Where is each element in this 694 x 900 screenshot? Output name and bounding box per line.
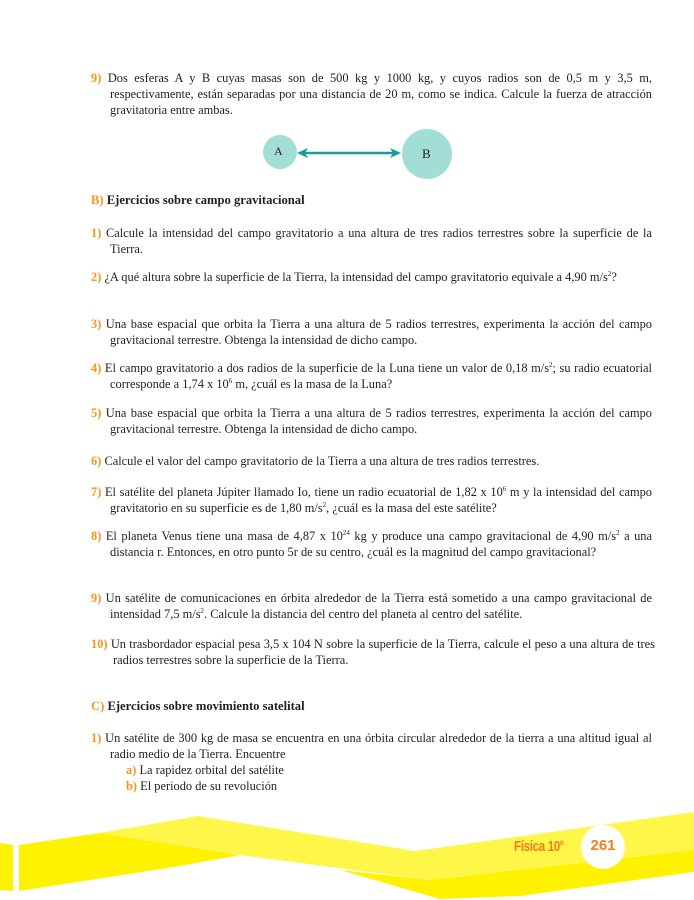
- b-item-4: 4) El campo gravitatorio a dos radios de la superficie de la Luna tiene un valor de 0,18 $m/s^2$; su radio ecuatorial corresponde a 1,74 x $10^6$ m, ¿cuál es la masa de la Luna?: [91, 361, 652, 391]
- problem-number: 9): [91, 71, 102, 85]
- section-c-heading: C) Ejercicios sobre movimiento satelital: [91, 699, 305, 713]
- b-item-8: 8) El planeta Venus tiene una masa de 4,87 x $10^{24}$ kg y produce una campo gravitacional de 4,90 $m/s^2$ a una distancia r. Entonces, en otro punto 5r de su centro, ¿cuál es la magnitud del campo gravitacional?: [91, 529, 652, 559]
- section-b-heading: B) Ejercicios sobre campo gravitacional: [91, 193, 305, 207]
- sphere-b-label: B: [422, 146, 431, 161]
- b-item-5: 5) Una base espacial que orbita la Tierra a una altura de 5 radios terrestres, experimenta la acción del campo gravitacional terrestre. Obtenga la intensidad de dicho campo.: [91, 406, 652, 436]
- c-item-1-sub-b: b) El periodo de su revolución: [126, 779, 278, 793]
- c-item-1: 1) Un satélite de 300 kg de masa se encuentra en una órbita circular alrededor de la tierra a una altitud igual al radio medio de la Tierra. Encuentre: [91, 731, 652, 761]
- c-item-1-sub-a: a) La rapidez orbital del satélite: [126, 763, 284, 777]
- b-item-7: 7) El satélite del planeta Júpiter llamado Io, tiene un radio ecuatorial de 1,82 x $10^6$ m y la intensidad del campo gravitatorio en su superficie es de 1,80 $m/s^2$, ¿cuál es la masa del este satélite?: [91, 485, 653, 515]
- b-item-9: 9) Un satélite de comunicaciones en órbita alrededor de la Tierra está sometido a una campo gravitacional de intensidad 7,5 $m/s^2$. Calcule la distancia del centro del planeta al centro del satélite.: [91, 591, 652, 621]
- b-item-1: 1) Calcule la intensidad del campo gravitatorio a una altura de tres radios terrestres sobre la superficie de la Tierra.: [91, 226, 652, 256]
- b-item-6: 6) Calcule el valor del campo gravitatorio de la Tierra a una altura de tres radios terrestres.: [91, 454, 540, 468]
- page-number: 261: [590, 837, 616, 854]
- problem-text: Dos esferas A y B cuyas masas son de 500 kg y 1000 kg, y cuyos radios son de 0,5 m y 3,5 m, respectivamente, están separadas por una distancia de 20 m, como se indica. Calcule la fuerza de atracción gravitatoria entre ambas.: [107, 71, 652, 117]
- footer-book-title: Física 10$^o$: [514, 838, 564, 855]
- sphere-a-label: A: [274, 144, 283, 158]
- b-item-3: 3) Una base espacial que orbita la Tierra a una altura de 5 radios terrestres, experimenta la acción del campo gravitacional terrestre. Obtenga la intensidad de dicho campo.: [91, 317, 652, 347]
- problem-9: [91, 70, 652, 118]
- spheres-diagram: [255, 125, 465, 185]
- b-item-10: 10) Un trasbordador espacial pesa 3,5 x 104 N sobre la superficie de la Tierra, calcule el peso a una altura de tres radios terrestres sobre la superficie de la Tierra.: [91, 637, 655, 667]
- b-item-2: 2) ¿A qué altura sobre la superficie de la Tierra, la intensidad del campo gravitatorio equivale a 4,90 $m/s^2$?: [91, 270, 617, 284]
